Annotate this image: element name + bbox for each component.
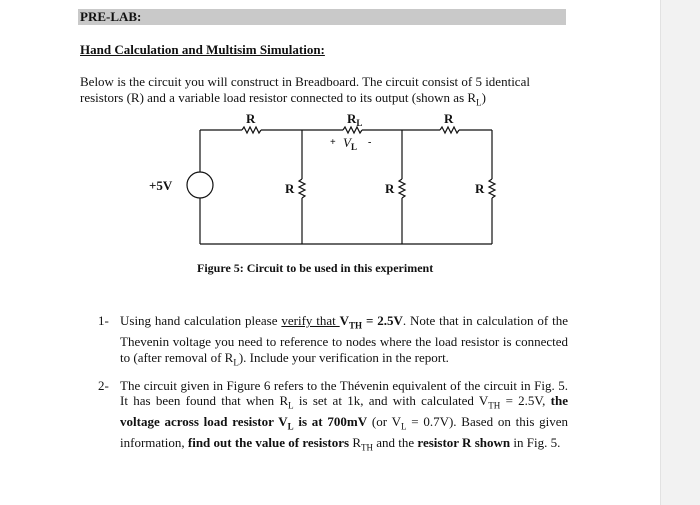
resistor-mid-left <box>299 179 305 198</box>
resistor-top-left <box>242 127 261 133</box>
label-source: +5V <box>149 178 173 193</box>
label-r-right: R <box>475 181 485 196</box>
item-text: The circuit given in Figure 6 refers to the Thévenin equivalent of the circuit in Fig. 5. It has been found that when $R_L$ is set at 1k, and with calculated $V_{TH} = 2.5V$, the voltage across load resistor $V_L$ is at 700mV (or $V_L = 0.7V$). Based on this given information, find out the value of resistors $R_{TH}$ and the resistor R shown in Fig. 5. <box>120 377 569 453</box>
label-r-top-right: R <box>444 111 454 126</box>
list-item <box>98 313 568 371</box>
voltage-source <box>187 172 213 198</box>
label-r-mid-left: R <box>285 181 295 196</box>
intro-text-end: ) <box>481 90 486 105</box>
label-r-top-left: R <box>246 111 256 126</box>
label-vl: $V_L$ <box>343 135 357 152</box>
label-r-load: $R_L$ <box>347 111 363 128</box>
task-list <box>98 313 568 463</box>
figure-caption: Figure 5: Circuit to be used in this experiment <box>197 261 434 275</box>
page-margin-strip <box>660 0 700 505</box>
resistor-right <box>489 179 495 198</box>
item-number: 2- <box>98 377 109 393</box>
intro-text: Below is the circuit you will construct in Breadboard. The circuit consist of 5 identical resistors (R) and a variable load resistor connected to its output (shown as R <box>80 74 530 105</box>
circuit-diagram <box>140 108 500 253</box>
intro-subscript: L <box>476 97 482 108</box>
label-plus: + <box>330 137 336 148</box>
prelab-header-bar <box>78 9 566 25</box>
resistor-top-right <box>440 127 459 133</box>
intro-paragraph <box>80 74 570 111</box>
item-text: Using hand calculation please verify that $V_{TH} = 2.5V$. Note that in calculation of the Thevenin voltage you need to reference to nodes where the load resistor is connected to (after removal of $R_L$). Include your verification in the report. <box>120 313 569 368</box>
prelab-title: PRE-LAB: <box>80 9 142 24</box>
list-item <box>98 378 568 457</box>
label-minus: - <box>368 137 372 148</box>
label-r-mid-center: R <box>385 181 395 196</box>
item-number: 1- <box>98 313 109 328</box>
section-heading: Hand Calculation and Multisim Simulation: <box>80 42 325 57</box>
resistor-mid-center <box>399 179 405 198</box>
